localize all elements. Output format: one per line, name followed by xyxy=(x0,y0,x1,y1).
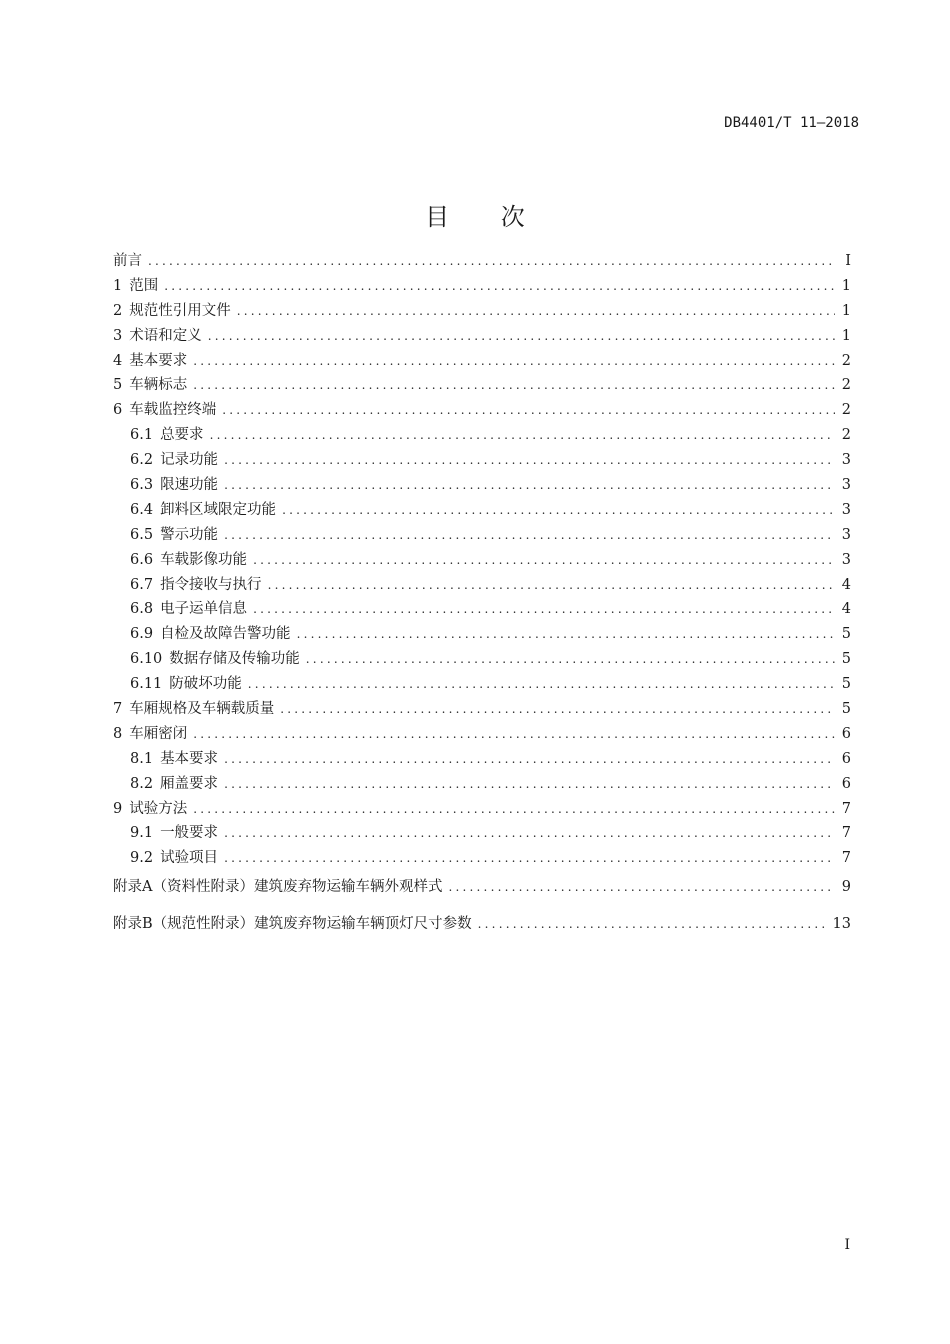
toc-entry[interactable] xyxy=(113,274,851,299)
toc-entry-page: 4 xyxy=(841,576,851,593)
toc-entry-title: 车载监控终端 xyxy=(129,402,217,419)
toc-entry[interactable] xyxy=(113,821,851,846)
toc-entry-title: 规范性引用文件 xyxy=(129,302,231,319)
toc-dot-leader xyxy=(193,802,835,816)
toc-entry-page: 9 xyxy=(841,879,851,896)
toc-entry-title: 车辆标志 xyxy=(129,377,188,394)
toc-entry-page: 7 xyxy=(841,825,851,842)
toc-dot-leader xyxy=(222,403,835,417)
toc-entry-title: 总要求 xyxy=(160,427,204,444)
toc-entry-title: 前言 xyxy=(113,253,142,269)
toc-entry-number: 6.11 xyxy=(130,676,163,693)
toc-entry-number: 2 xyxy=(113,302,123,319)
toc-dot-leader xyxy=(224,851,835,865)
toc-dot-leader xyxy=(224,752,835,766)
toc-entry-title: 电子运单信息 xyxy=(160,601,248,618)
toc-entry-title: 基本要求 xyxy=(160,750,219,767)
toc-entry-title: 附录B（规范性附录）建筑废弃物运输车辆顶灯尺寸参数 xyxy=(113,916,472,933)
toc-entry-page: 3 xyxy=(841,526,851,543)
page-number: I xyxy=(844,1237,850,1253)
toc-entry-page: 3 xyxy=(841,551,851,568)
toc-entry-title: 限速功能 xyxy=(160,477,219,494)
toc-dot-leader xyxy=(280,702,835,716)
toc-entry-page: 7 xyxy=(841,800,851,817)
toc-entry[interactable] xyxy=(113,249,851,274)
toc-entry[interactable] xyxy=(113,772,851,797)
toc-entry-title: 附录A（资料性附录）建筑废弃物运输车辆外观样式 xyxy=(113,879,443,896)
toc-entry-page: 5 xyxy=(841,676,851,693)
toc-entry-title: 指令接收与执行 xyxy=(160,576,262,593)
toc-entry-title: 卸料区域限定功能 xyxy=(160,501,277,518)
toc-entry-page: 1 xyxy=(841,327,851,344)
toc-entry[interactable] xyxy=(113,908,851,945)
toc-entry-page: 1 xyxy=(841,277,851,294)
toc-entry-page: 5 xyxy=(841,626,851,643)
toc-entry-title: 车厢规格及车辆载质量 xyxy=(129,701,275,718)
toc-entry-title: 防破坏功能 xyxy=(169,676,242,693)
toc-dot-leader xyxy=(282,503,835,517)
toc-entry[interactable] xyxy=(113,622,851,647)
toc-dot-leader xyxy=(164,279,835,293)
toc-entry-page: 2 xyxy=(841,352,851,369)
toc-dot-leader xyxy=(268,578,835,592)
toc-entry-title: 术语和定义 xyxy=(129,327,202,344)
toc-entry[interactable] xyxy=(113,548,851,573)
toc-entry-number: 5 xyxy=(113,377,123,394)
toc-dot-leader xyxy=(224,478,835,492)
toc-entry-page: 5 xyxy=(841,651,851,668)
toc-entry[interactable] xyxy=(113,647,851,672)
toc-entry-number: 1 xyxy=(113,277,123,294)
toc-dot-leader xyxy=(208,329,835,343)
toc-dot-leader xyxy=(224,453,835,467)
toc-dot-leader xyxy=(224,528,835,542)
toc-entry[interactable] xyxy=(113,398,851,423)
toc-entry[interactable] xyxy=(113,324,851,349)
toc-entry-number: 3 xyxy=(113,327,123,344)
toc-entry-title: 数据存储及传输功能 xyxy=(169,651,300,668)
toc-entry-title: 自检及故障告警功能 xyxy=(160,626,291,643)
toc-entry-title: 厢盖要求 xyxy=(160,775,219,792)
toc-entry-number: 6.5 xyxy=(130,526,154,543)
toc-entry-title: 范围 xyxy=(129,277,159,294)
document-code: DB4401/T 11—2018 xyxy=(724,115,859,131)
toc-entry-title: 警示功能 xyxy=(160,526,219,543)
toc-entry-number: 6.3 xyxy=(130,477,154,494)
toc-entry-title: 一般要求 xyxy=(160,825,219,842)
toc-entry[interactable] xyxy=(113,597,851,622)
toc-entry-number: 6.7 xyxy=(130,576,154,593)
toc-entry-number: 8.1 xyxy=(130,750,154,767)
toc-entry-page: 2 xyxy=(841,427,851,444)
toc-entry[interactable] xyxy=(113,448,851,473)
toc-entry-number: 6.8 xyxy=(130,601,154,618)
toc-entry-page: 3 xyxy=(841,501,851,518)
toc-entry-number: 9.2 xyxy=(130,850,154,867)
toc-entry[interactable] xyxy=(113,498,851,523)
toc-dot-leader xyxy=(478,917,827,931)
toc-entry[interactable] xyxy=(113,473,851,498)
toc-dot-leader xyxy=(148,254,835,268)
toc-entry-page: 4 xyxy=(841,601,851,618)
toc-entry-number: 8 xyxy=(113,725,123,742)
toc-dot-leader xyxy=(297,627,835,641)
toc-entry-page: 5 xyxy=(841,701,851,718)
toc-entry-title: 车厢密闭 xyxy=(129,725,188,742)
toc-entry[interactable] xyxy=(113,299,851,324)
toc-dot-leader xyxy=(448,880,835,894)
toc-dot-leader xyxy=(193,354,835,368)
toc-entry-title: 基本要求 xyxy=(129,352,188,369)
toc-entry-page: 6 xyxy=(841,775,851,792)
toc-dot-leader xyxy=(193,727,835,741)
toc-entry[interactable] xyxy=(113,697,851,722)
toc-entry-title: 试验项目 xyxy=(160,850,219,867)
toc-entry-number: 9 xyxy=(113,800,123,817)
toc-entry[interactable] xyxy=(113,871,851,908)
toc-entry-page: 7 xyxy=(841,850,851,867)
toc-entry-number: 6.2 xyxy=(130,452,154,469)
toc-entry[interactable] xyxy=(113,672,851,697)
toc-entry-page: 6 xyxy=(841,725,851,742)
toc-entry-number: 6.9 xyxy=(130,626,154,643)
toc-dot-leader xyxy=(193,378,835,392)
toc-entry-number: 4 xyxy=(113,352,123,369)
toc-dot-leader xyxy=(253,602,835,616)
toc-entry-number: 6.4 xyxy=(130,501,154,518)
toc-entry[interactable] xyxy=(113,747,851,772)
toc-dot-leader xyxy=(253,553,835,567)
toc-dot-leader xyxy=(306,652,835,666)
toc-entry[interactable] xyxy=(113,523,851,548)
toc-dot-leader xyxy=(248,677,835,691)
toc-entry-title: 车载影像功能 xyxy=(160,551,248,568)
toc-entry-number: 8.2 xyxy=(130,775,154,792)
toc-entry[interactable] xyxy=(113,349,851,374)
toc-entry-number: 6.10 xyxy=(130,651,163,668)
toc-dot-leader xyxy=(210,428,835,442)
page-title: 目 次 xyxy=(425,203,547,231)
toc-entry-page: 6 xyxy=(841,750,851,767)
toc-entry-number: 6 xyxy=(113,402,123,419)
toc-entry[interactable] xyxy=(113,846,851,871)
toc-entry-page: 3 xyxy=(841,452,851,469)
toc-entry-page: I xyxy=(845,253,851,269)
toc-entry-number: 6.6 xyxy=(130,551,154,568)
toc-entry[interactable] xyxy=(113,797,851,822)
toc-dot-leader xyxy=(224,826,835,840)
toc-entry[interactable] xyxy=(113,722,851,747)
toc-entry-page: 2 xyxy=(841,377,851,394)
toc-entry-number: 6.1 xyxy=(130,427,154,444)
toc-entry-number: 9.1 xyxy=(130,825,154,842)
toc-entry-page: 3 xyxy=(841,477,851,494)
toc-entry-title: 试验方法 xyxy=(129,800,188,817)
toc-entry-page: 13 xyxy=(832,916,851,933)
toc-dot-leader xyxy=(224,777,835,791)
toc-entry-page: 2 xyxy=(841,402,851,419)
toc-entry-title: 记录功能 xyxy=(160,452,219,469)
toc-entry-page: 1 xyxy=(841,302,851,319)
table-of-contents xyxy=(113,249,851,945)
toc-entry[interactable] xyxy=(113,373,851,398)
toc-entry-number: 7 xyxy=(113,701,123,718)
toc-entry[interactable] xyxy=(113,423,851,448)
toc-entry[interactable] xyxy=(113,573,851,598)
toc-dot-leader xyxy=(237,304,835,318)
